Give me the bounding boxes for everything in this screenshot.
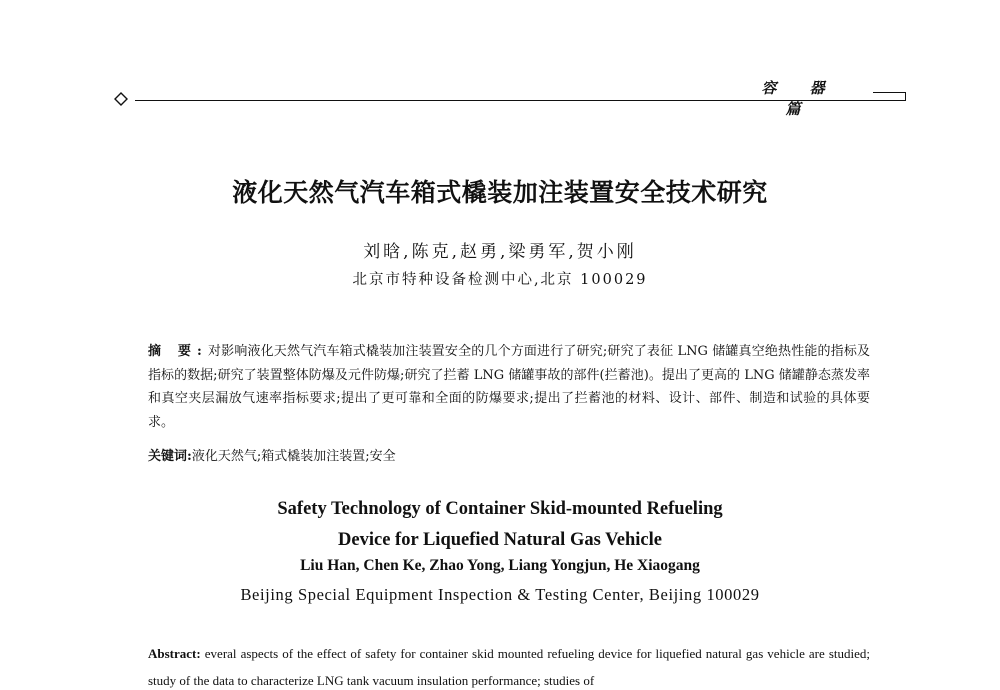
diamond-icon <box>114 92 128 106</box>
header-rule-tab <box>873 92 906 101</box>
affiliation-en: Beijing Special Equipment Inspection & Testing Center, Beijing 100029 <box>240 585 760 604</box>
keywords-cn <box>148 445 870 464</box>
paper-title-cn: 液化天然气汽车箱式橇装加注装置安全技术研究 <box>232 178 768 207</box>
abstract-en-text: everal aspects of the effect of safety for container skid mounted refueling device for liquefied natural gas vehicle are studied; study of the data to characterize LNG tank vacuum insulation performance; studies of <box>148 646 870 688</box>
affiliation-cn: 北京市特种设备检测中心,北京 100029 <box>352 272 648 288</box>
abstract-en-label: Abstract: <box>148 646 201 661</box>
paper-title-en-line2: Device for Liquefied Natural Gas Vehicle <box>338 530 662 550</box>
abstract-cn <box>148 340 870 434</box>
authors-cn: 刘晗,陈克,赵勇,梁勇军,贺小刚 <box>363 242 637 262</box>
section-label: 容 器 篇 <box>761 79 839 118</box>
keywords-cn-text: 液化天然气;箱式橇装加注装置;安全 <box>191 449 396 464</box>
abstract-cn-text: 对影响液化天然气汽车箱式橇装加注装置安全的几个方面进行了研究;研究了表征 LNG 储罐真空绝热性能的指标及指标的数据;研究了装置整体防爆及元件防爆;研究了拦蓄 LNG 储罐事故的部件(拦蓄池)。提出了更高的 LNG 储罐静态蒸发率和真空夹层漏放气速率指标要求;提出了更可靠和全面的防爆要求;提出了拦蓄池的材料、设计、部件、制造和试验的具体要求。 <box>148 344 871 430</box>
paper-title-en <box>150 494 850 556</box>
abstract-en <box>148 640 870 690</box>
authors-en: Liu Han, Chen Ke, Zhao Yong, Liang Yongjun, He Xiaogang <box>300 557 700 574</box>
keywords-cn-label: 关键词: <box>148 449 192 464</box>
abstract-cn-label: 摘 要: <box>148 344 208 359</box>
paper-title-en-line1: Safety Technology of Container Skid-mounted Refueling <box>277 499 723 519</box>
